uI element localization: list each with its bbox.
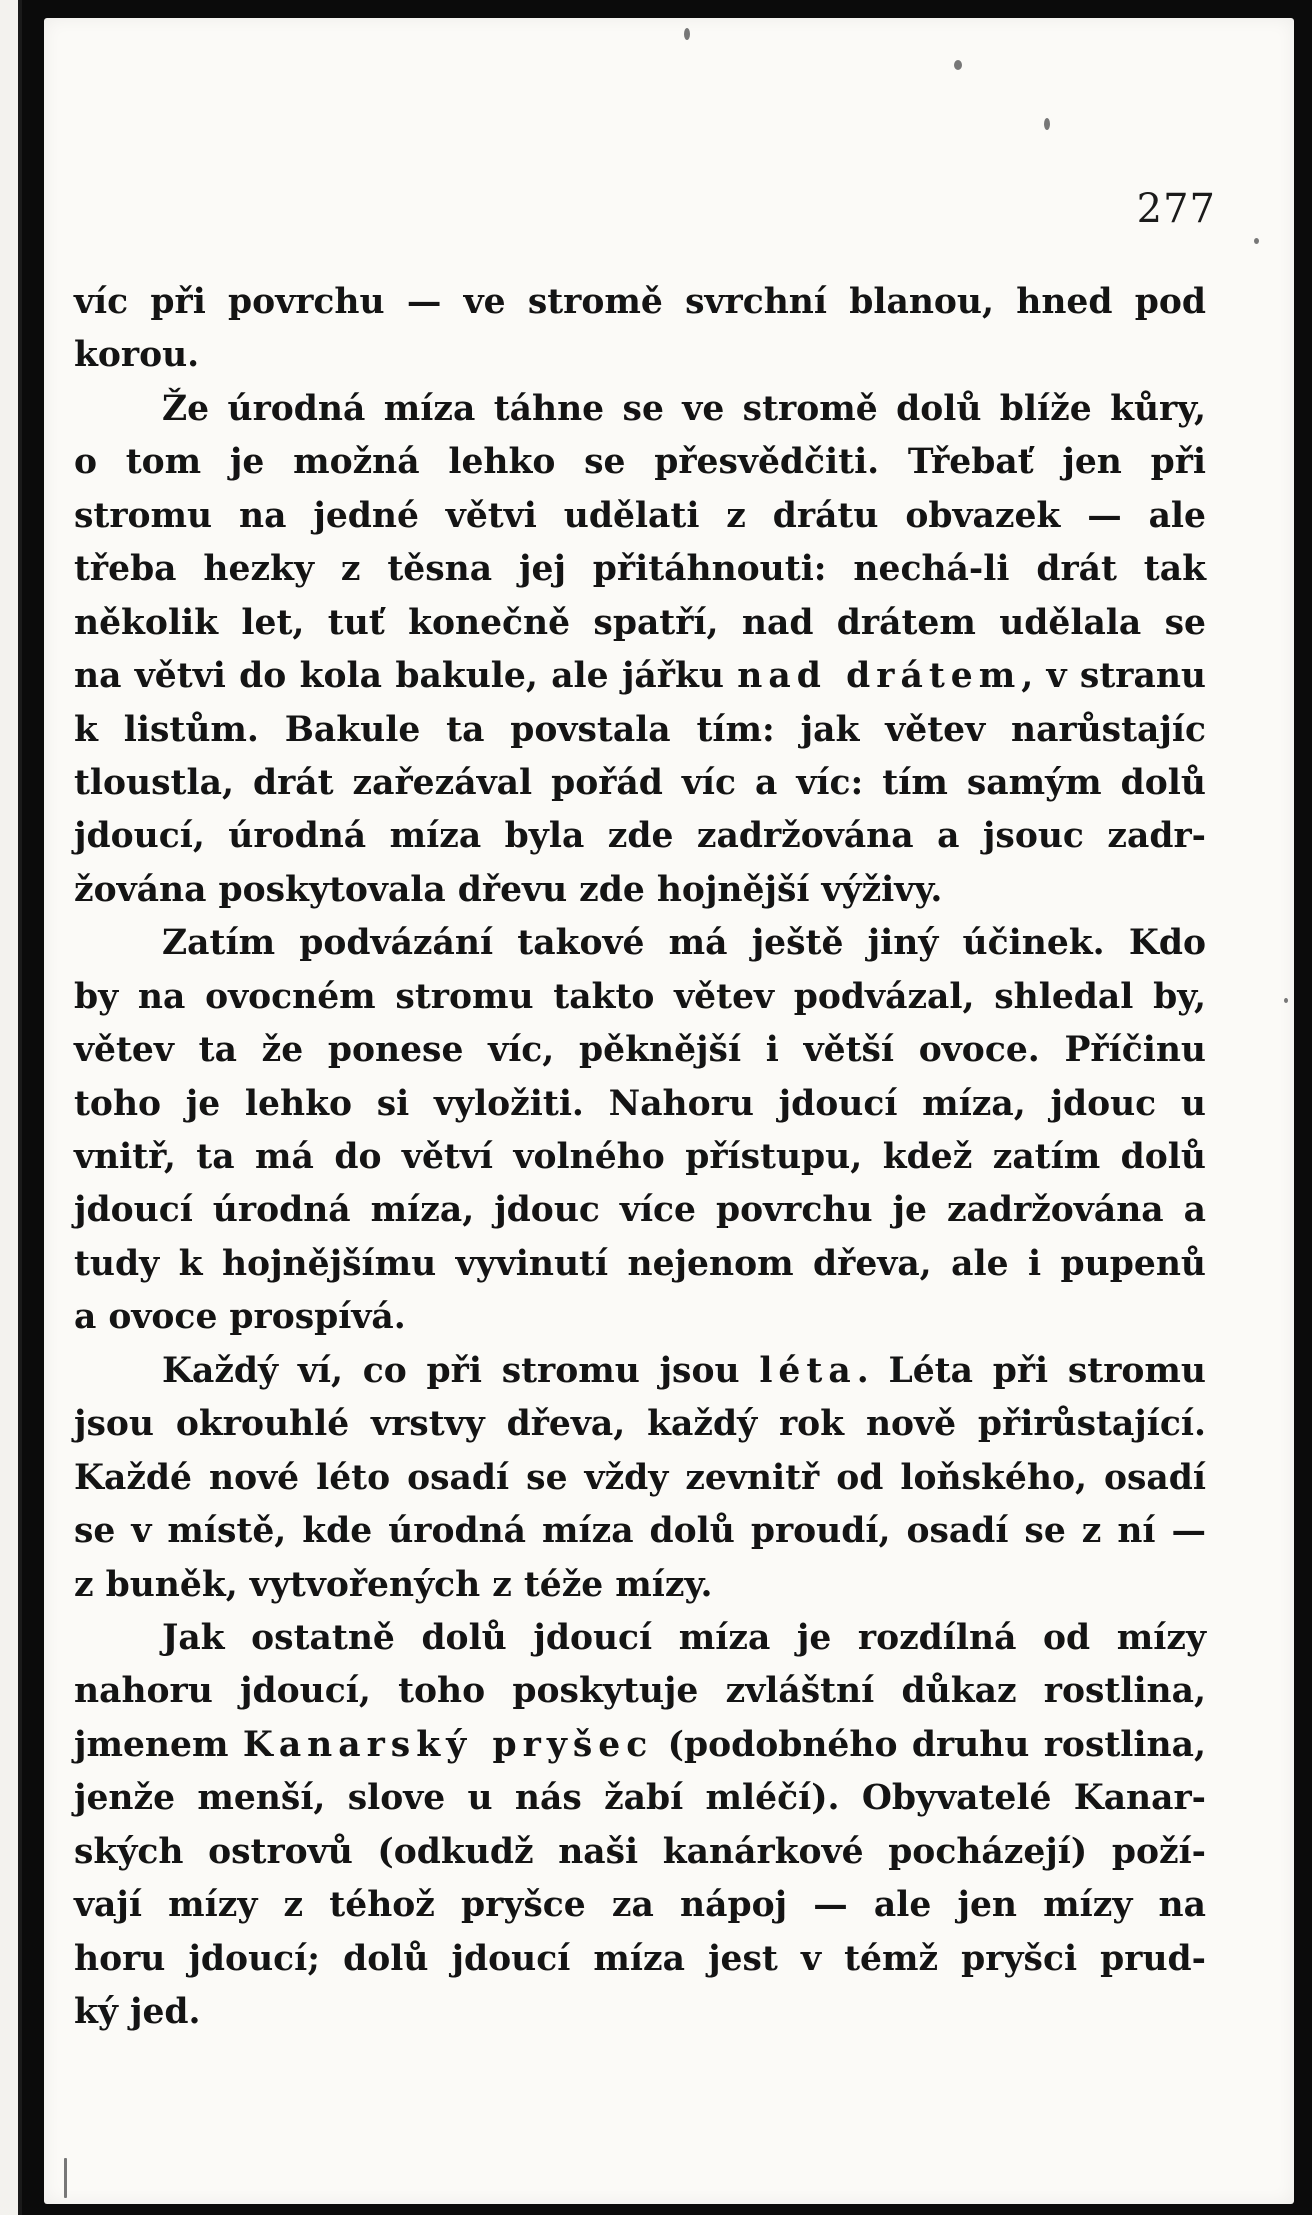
- text-line: [74, 1612, 1206, 1665]
- text-segment: vnitř, ta má do větví volného přístupu, kdež zatím dolů: [74, 1137, 1206, 1177]
- text-line: [74, 1131, 1206, 1184]
- spaced-emphasis-text: Kanarský pryšec: [242, 1724, 654, 1765]
- text-segment: stromu na jedné větvi udělati z drátu obvazek — ale: [74, 495, 1206, 536]
- adjacent-page-edge: [0, 0, 22, 2215]
- text-segment: ských ostrovů (odkudž naši kanárkové pocházejí) poží-: [74, 1831, 1206, 1872]
- text-line: [74, 917, 1206, 970]
- text-segment: jdoucí, úrodná míza byla zde zadržována a jsouc zadr-: [74, 816, 1206, 857]
- paper-speck: [1044, 118, 1050, 130]
- text-line: [74, 864, 1206, 917]
- text-line: [74, 1559, 1206, 1612]
- text-segment: vají mízy z téhož pryšce za nápoj — ale jen mízy na: [74, 1885, 1206, 1926]
- text-segment: víc při povrchu — ve stromě svrchní blanou, hned pod: [74, 282, 1206, 322]
- text-segment: se v místě, kde úrodná míza dolů proudí, osadí se z ní —: [74, 1511, 1206, 1552]
- text-line: [74, 1719, 1206, 1772]
- text-segment: korou.: [74, 335, 200, 376]
- text-segment: a ovoce prospívá.: [74, 1297, 406, 1338]
- text-segment: . Léta při stromu: [856, 1350, 1206, 1391]
- text-line: [74, 810, 1206, 863]
- text-line: [74, 1291, 1206, 1344]
- text-segment: Zatím podvázání takové má ještě jiný účinek. Kdo: [162, 923, 1206, 964]
- text-line: [74, 543, 1206, 596]
- text-line: [74, 1398, 1206, 1451]
- paper-speck: [1254, 238, 1259, 244]
- text-segment: na větvi do kola bakule, ale jářku: [74, 656, 738, 697]
- paper-speck: [1284, 998, 1288, 1003]
- text-line: [74, 704, 1206, 757]
- text-segment: větev ta že ponese víc, pěknější i větší ovoce. Příčinu: [74, 1030, 1206, 1071]
- text-line: [74, 1184, 1206, 1237]
- text-segment: z buněk, vytvořených z téže mízy.: [74, 1564, 713, 1605]
- text-line: [74, 1452, 1206, 1505]
- text-line: [74, 490, 1206, 543]
- text-line: [74, 1879, 1206, 1932]
- page-gutter-shadow: [18, 0, 22, 2215]
- text-line: [74, 436, 1206, 489]
- text-segment: Že úrodná míza táhne se ve stromě dolů blíže kůry,: [162, 388, 1206, 429]
- text-segment: několik let, tuť konečně spatří, nad drátem udělala se: [74, 602, 1206, 643]
- text-line: [74, 383, 1206, 436]
- book-page: [44, 18, 1294, 2204]
- text-segment: by na ovocném stromu takto větev podvázal, shledal by,: [74, 976, 1206, 1017]
- spaced-emphasis-text: nad drátem: [737, 656, 1022, 697]
- text-segment: tloustla, drát zařezával pořád víc a víc: tím samým dolů: [74, 762, 1206, 803]
- text-segment: o tom je možná lehko se přesvědčiti. Třebať jen při: [74, 442, 1206, 483]
- text-segment: , v stranu: [1021, 656, 1206, 697]
- text-line: [74, 1933, 1206, 1986]
- text-segment: (podobného druhu rostlina,: [653, 1724, 1206, 1765]
- text-line: [74, 1345, 1206, 1398]
- text-segment: Každý ví, co při stromu jsou: [162, 1350, 760, 1391]
- text-line: [74, 276, 1206, 329]
- text-segment: třeba hezky z těsna jej přitáhnouti: nechá-li drát tak: [74, 549, 1206, 590]
- text-line: [74, 1826, 1206, 1879]
- text-line: [74, 1024, 1206, 1077]
- text-line: [74, 1078, 1206, 1131]
- text-segment: jmenem: [74, 1724, 243, 1765]
- text-segment: jenže menší, slove u nás žabí mléčí). Obyvatelé Kanar-: [74, 1778, 1206, 1819]
- text-line: [74, 1665, 1206, 1718]
- text-segment: toho je lehko si vyložiti. Nahoru jdoucí míza, jdouc u: [74, 1083, 1206, 1124]
- text-line: [74, 971, 1206, 1024]
- text-line: [74, 1505, 1206, 1558]
- text-segment: k listům. Bakule ta povstala tím: jak větev narůstajíc: [74, 709, 1206, 750]
- paper-speck: [64, 2158, 67, 2198]
- text-line: [74, 757, 1206, 810]
- text-segment: Každé nové léto osadí se vždy zevnitř od loňského, osadí: [74, 1457, 1206, 1498]
- text-line: [74, 597, 1206, 650]
- text-segment: tudy k hojnějšímu vyvinutí nejenom dřeva, ale i pupenů: [74, 1243, 1206, 1284]
- text-line: [74, 329, 1206, 382]
- text-segment: jdoucí úrodná míza, jdouc více povrchu je zadržována a: [74, 1190, 1206, 1231]
- text-segment: ký jed.: [74, 1992, 201, 2032]
- text-line: [74, 1986, 1206, 2039]
- body-text: [74, 276, 1206, 2039]
- paper-speck: [954, 60, 962, 70]
- text-segment: Jak ostatně dolů jdoucí míza je rozdílná od mízy: [162, 1617, 1206, 1658]
- paper-speck: [684, 28, 690, 40]
- text-segment: nahoru jdoucí, toho poskytuje zvláštní důkaz rostlina,: [74, 1671, 1206, 1712]
- text-line: [74, 650, 1206, 703]
- text-line: [74, 1772, 1206, 1825]
- text-segment: žována poskytovala dřevu zde hojnější výživy.: [74, 869, 943, 910]
- spaced-emphasis-text: léta: [759, 1350, 857, 1391]
- text-segment: horu jdoucí; dolů jdoucí míza jest v témž pryšci prud-: [74, 1938, 1206, 1979]
- page-number: 277: [1136, 186, 1216, 232]
- text-line: [74, 1238, 1206, 1291]
- text-segment: jsou okrouhlé vrstvy dřeva, každý rok nově přirůstající.: [74, 1404, 1206, 1445]
